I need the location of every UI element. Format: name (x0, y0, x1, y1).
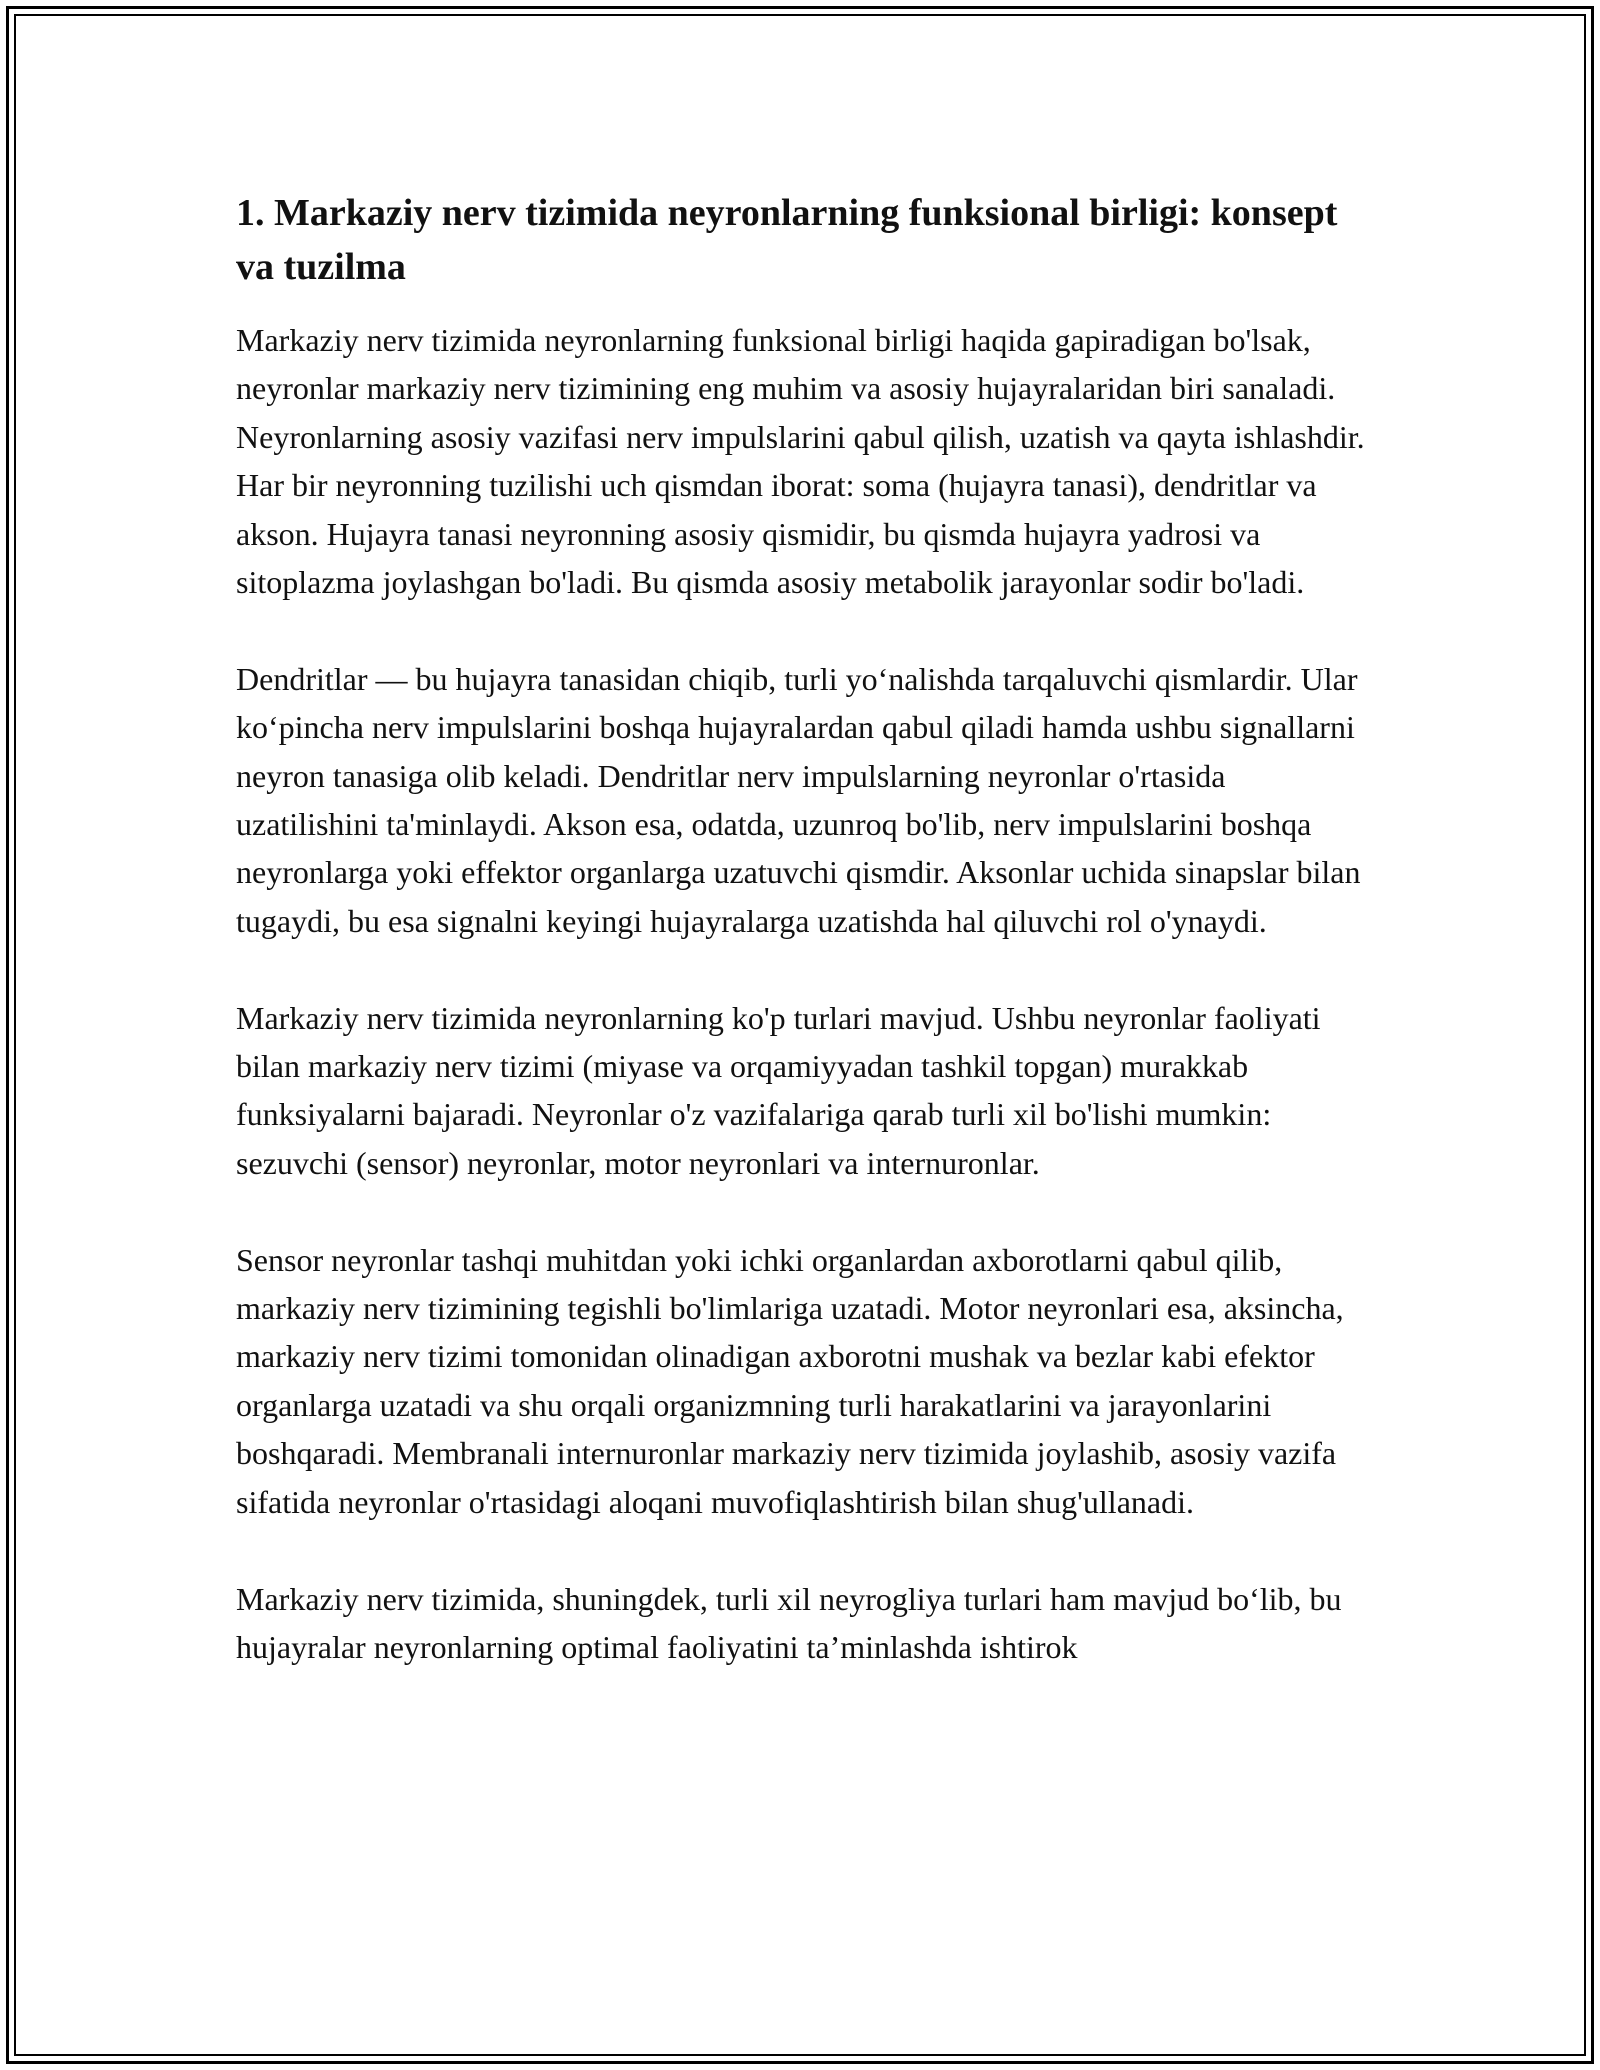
paragraph-neuron-types: Markaziy nerv tizimida neyronlarning ko'p turlari mavjud. Ushbu neyronlar faoliyati bilan markaziy nerv tizimi (miyase va orqamiyyadan tashkil topgan) murakkab funksiyalarni bajaradi. Neyronlar o'z vazifalariga qarab turli xil bo'lishi mumkin: sezuvchi (sensor) neyronlar, motor neyronlari va internuronlar. (236, 999, 1321, 1181)
paragraph-neuron-structure: Markaziy nerv tizimida neyronlarning funksional birligi haqida gapiradigan bo'lsak, neyronlar markaziy nerv tizimining eng muhim va asosiy hujayralaridan biri sanaladi. Neyronlarning asosiy vazifasi nerv impulslarini qabul qilish, uzatish va qayta ishlashdir. Har bir neyronning tuzilishi uch qismdan iborat: soma (hujayra tanasi), dendritlar va akson. Hujayra tanasi neyronning asosiy qismidir, bu qismda hujayra yadrosi va sitoplazma joylashgan bo'ladi. Bu qismda asosiy metabolik jarayonlar sodir bo'ladi. (236, 322, 1365, 601)
section-heading: 1. Markaziy nerv tizimida neyronlarning funksional birligi: konsept va tuzilma (236, 192, 1338, 288)
paragraph-dendrites-axon: Dendritlar — bu hujayra tanasidan chiqib, turli yo‘nalishda tarqaluvchi qismlardir. Ular ko‘pincha nerv impulslarini boshqa hujayralardan qabul qiladi hamda ushbu signallarni neyron tanasiga olib keladi. Dendritlar nerv impulslarning neyronlar o'rtasida uzatilishini ta'minlaydi. Akson esa, odatda, uzunroq bo'lib, nerv impulslarini boshqa neyronlarga yoki effektor organlarga uzatuvchi qismdir. Aksonlar uchida sinapslar bilan tugaydi, bu esa signalni keyingi hujayralarga uzatishda hal qiluvchi rol o'ynaydi. (236, 660, 1361, 939)
paragraph-sensor-motor-neurons: Sensor neyronlar tashqi muhitdan yoki ichki organlardan axborotlarni qabul qilib, markaziy nerv tizimining tegishli bo'limlariga uzatadi. Motor neyronlari esa, aksincha, markaziy nerv tizimi tomonidan olinadigan axborotni mushak va bezlar kabi efektor organlarga uzatadi va shu orqali organizmning turli harakatlarini va jarayonlarini boshqaradi. Membranali internuronlar markaziy nerv tizimida joylashib, asosiy vazifa sifatida neyronlar o'rtasidagi aloqani muvofiqlashtirish bilan shug'ullanadi. (236, 1241, 1344, 1520)
document-body (236, 186, 1366, 1671)
paragraph-neuroglia: Markaziy nerv tizimida, shuningdek, turli xil neyrogliya turlari ham mavjud bo‘lib, bu hujayralar neyronlarning optimal faoliyatini ta’minlashda ishtirok (236, 1580, 1342, 1665)
